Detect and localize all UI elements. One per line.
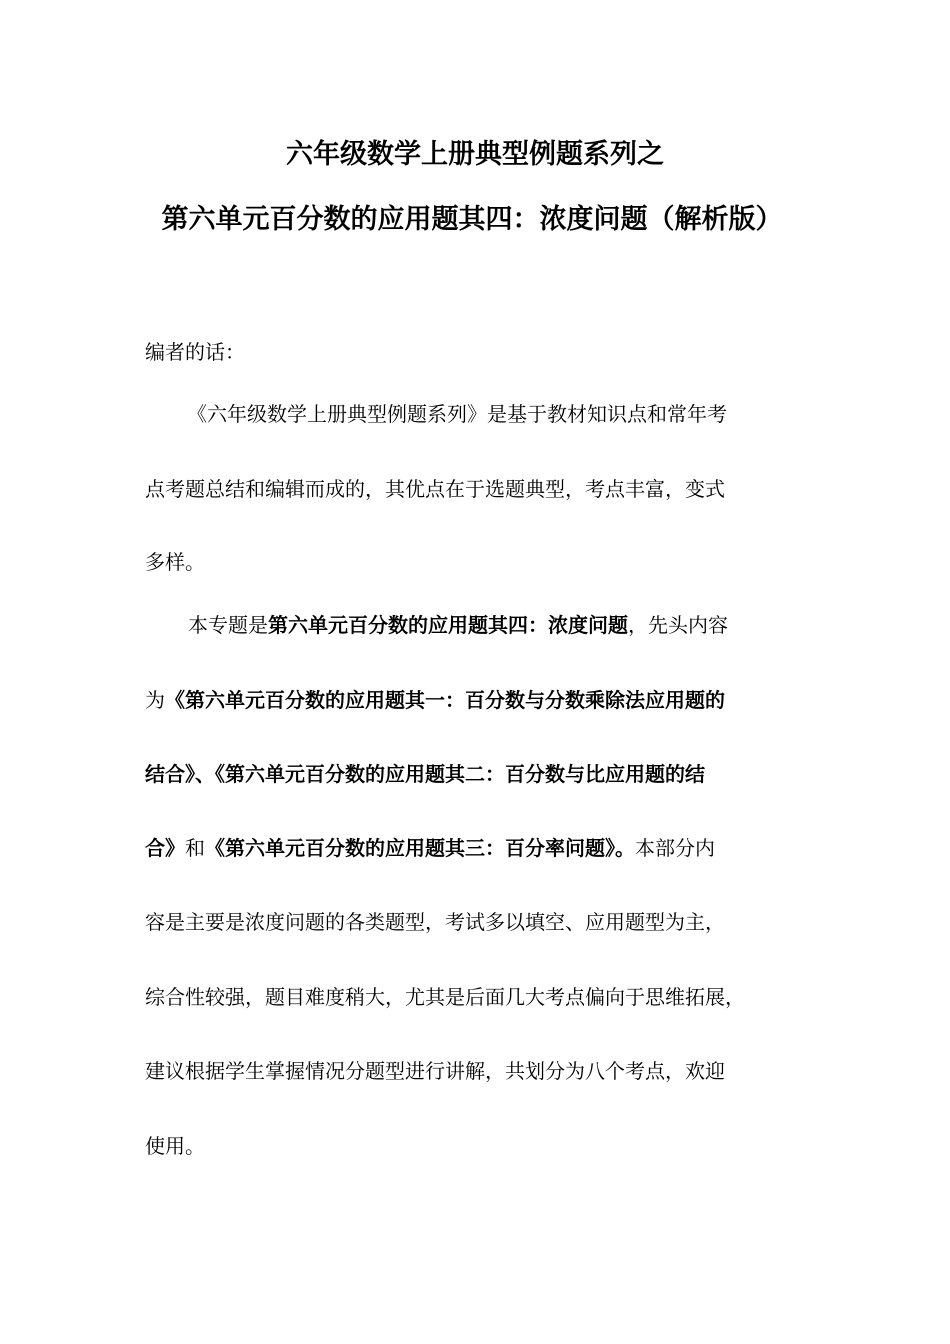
paragraph-2-text: 和 (185, 836, 205, 860)
paragraph-2-line-1 (188, 610, 728, 640)
paragraph-1-line-2: 点考题总结和编辑而成的，其优点在于选题典型，考点丰富，变式 (145, 477, 725, 501)
topic-title-emphasis: 第六单元百分数的应用题其四：浓度问题 (268, 613, 628, 637)
paragraph-2-text: ，先头内容 (628, 613, 728, 637)
paragraph-2-line-5: 容是主要是浓度问题的各类题型，考试多以填空、应用题型为主， (145, 910, 725, 934)
document-title-line-2: 第六单元百分数的应用题其四：浓度问题（解析版） (161, 204, 783, 235)
paragraph-2-line-3: 结合》、《第六单元百分数的应用题其二：百分数与比应用题的结 (145, 762, 705, 786)
paragraph-2-text: 本专题是 (188, 613, 268, 637)
paragraph-1-line-3: 多样。 (145, 550, 205, 574)
paragraph-1-line-1: 《六年级数学上册典型例题系列》是基于教材知识点和常年考 (187, 402, 727, 426)
prior-topic-emphasis: 《第六单元百分数的应用题其三：百分率问题》。 (205, 836, 635, 860)
prior-topic-emphasis: 《第六单元百分数的应用题其一：百分数与分数乘除法应用题的 (165, 688, 725, 712)
paragraph-2-text: 为 (145, 688, 165, 712)
preface-heading: 编者的话： (145, 340, 245, 364)
prior-topic-emphasis: 合》 (145, 836, 185, 860)
document-title-line-1: 六年级数学上册典型例题系列之 (286, 139, 664, 170)
paragraph-2-line-4 (145, 833, 715, 863)
paragraph-2-line-8: 使用。 (145, 1134, 205, 1158)
paragraph-2-text: 本部分内 (635, 836, 715, 860)
paragraph-2-line-2 (145, 685, 725, 715)
paragraph-2-line-6: 综合性较强，题目难度稍大，尤其是后面几大考点偏向于思维拓展， (145, 985, 745, 1009)
paragraph-2-line-7: 建议根据学生掌握情况分题型进行讲解，共划分为八个考点，欢迎 (145, 1059, 725, 1083)
